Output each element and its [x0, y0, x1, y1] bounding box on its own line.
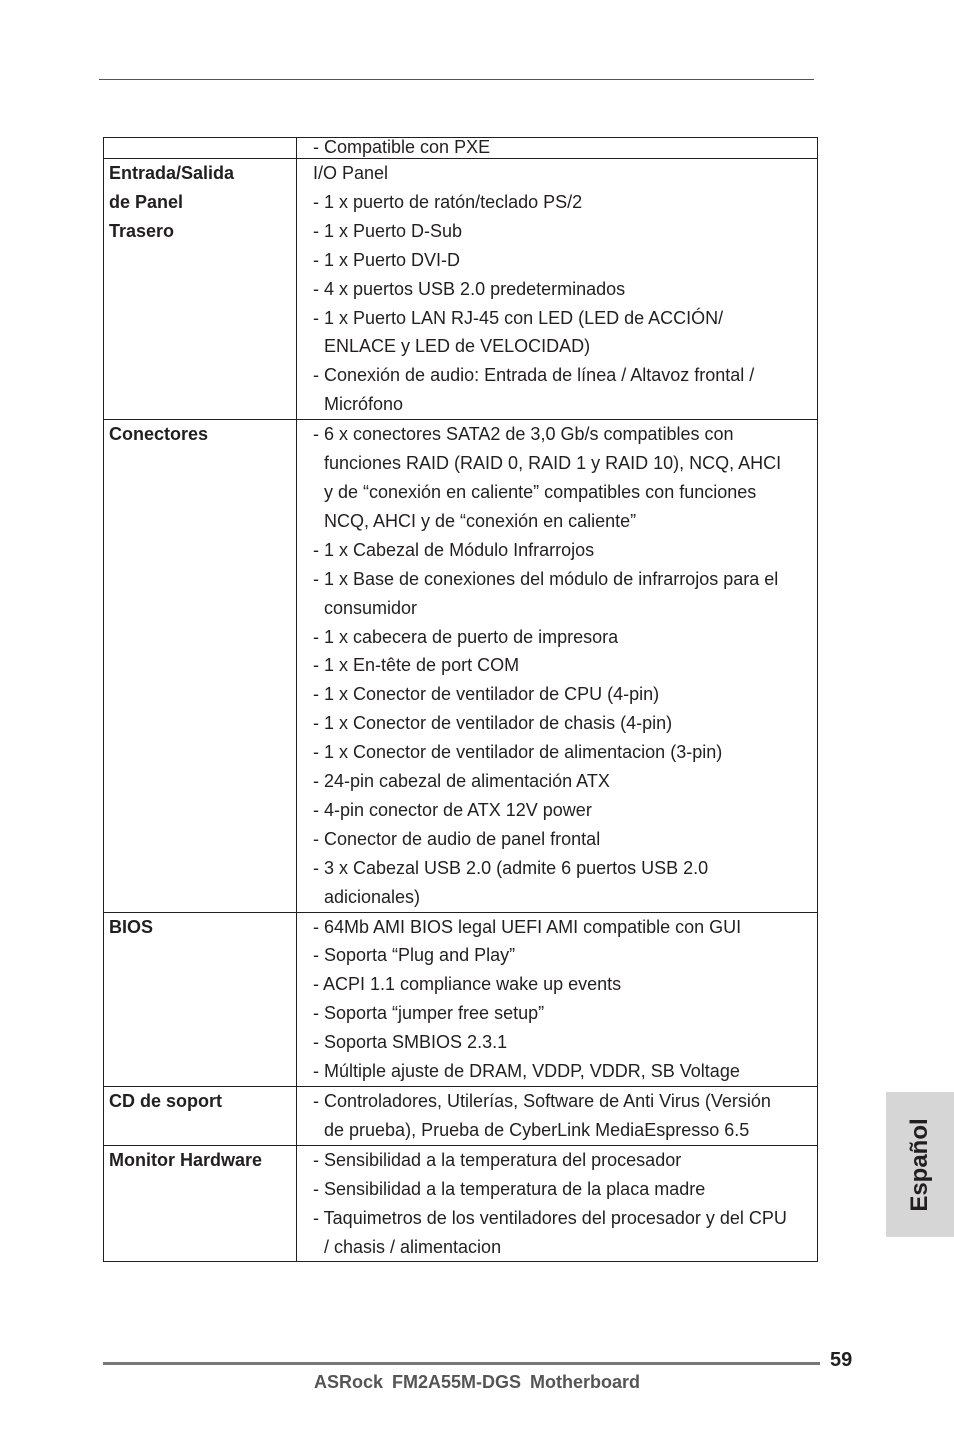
spec-line: - 1 x Puerto LAN RJ-45 con LED (LED de ACCIÓN/ [313, 307, 724, 328]
spec-line: - Conexión de audio: Entrada de línea / Altavoz frontal / [313, 365, 755, 386]
spec-line: Micrófono [324, 394, 404, 415]
spec-line: - 3 x Cabezal USB 2.0 (admite 6 puertos USB 2.0 [313, 857, 709, 878]
spec-value-cell [297, 138, 818, 159]
spec-line: - Múltiple ajuste de DRAM, VDDP, VDDR, SB Voltage [313, 1061, 740, 1082]
spec-value-cell [297, 1145, 818, 1262]
spec-line: - 1 x En-tête de port COM [313, 655, 520, 676]
spec-label: Conectores [109, 424, 209, 445]
spec-value-cell [297, 420, 818, 912]
spec-row [104, 420, 818, 912]
spec-line: - 1 x Base de conexiones del módulo de infrarrojos para el [313, 568, 779, 589]
spec-line: de prueba), Prueba de CyberLink MediaEspresso 6.5 [324, 1119, 750, 1140]
spec-line: - 4-pin conector de ATX 12V power [313, 799, 592, 820]
spec-row-pxe [104, 138, 818, 159]
spec-line: - Sensibilidad a la temperatura de la placa madre [313, 1178, 706, 1199]
language-tab [886, 1092, 954, 1237]
footer-title: ASRock FM2A55M-DGS Motherboard [313, 1372, 641, 1392]
spec-line: - 64Mb AMI BIOS legal UEFI AMI compatible con GUI [313, 916, 742, 937]
spec-line: - 24-pin cabezal de alimentación ATX [313, 771, 610, 792]
header-rule [99, 79, 814, 80]
spec-label: Trasero [109, 220, 175, 241]
spec-label: Monitor Hardware [109, 1149, 263, 1170]
spec-line: - Compatible con PXE [313, 137, 491, 157]
spec-line: consumidor [324, 597, 418, 618]
spec-label: BIOS [109, 916, 154, 937]
spec-line: I/O Panel [313, 163, 389, 183]
spec-line: funciones RAID (RAID 0, RAID 1 y RAID 10), NCQ, AHCI [324, 453, 782, 474]
spec-line: - Soporta “jumper free setup” [313, 1003, 545, 1024]
spec-row [104, 1145, 818, 1262]
spec-table [103, 137, 818, 1262]
language-tab-label: Español [906, 1117, 933, 1212]
spec-label-cell [104, 1087, 297, 1146]
spec-row [104, 912, 818, 1086]
spec-line: - 1 x Conector de ventilador de CPU (4-pin) [313, 684, 660, 705]
spec-line: - 1 x Puerto D-Sub [313, 220, 463, 241]
spec-line: - 1 x Conector de ventilador de chasis (4-pin) [313, 713, 673, 734]
footer-rule [103, 1362, 820, 1365]
spec-line: - Sensibilidad a la temperatura del procesador [313, 1149, 682, 1170]
spec-value-cell [297, 159, 818, 420]
spec-line: - 6 x conectores SATA2 de 3,0 Gb/s compatibles con [313, 424, 734, 445]
spec-line: - Conector de audio de panel frontal [313, 828, 601, 849]
spec-line: - 1 x Conector de ventilador de alimentacion (3-pin) [313, 742, 723, 763]
spec-line: - Soporta SMBIOS 2.3.1 [313, 1032, 508, 1053]
spec-line: - Soporta “Plug and Play” [313, 945, 516, 966]
spec-line: y de “conexión en caliente” compatibles con funciones [324, 481, 757, 502]
spec-label-cell [104, 159, 297, 420]
spec-line: - ACPI 1.1 compliance wake up events [313, 974, 622, 995]
spec-line: - 1 x Cabezal de Módulo Infrarrojos [313, 539, 595, 560]
spec-label-cell [104, 1145, 297, 1262]
spec-line: - 1 x Puerto DVI-D [313, 249, 461, 270]
spec-line: NCQ, AHCI y de “conexión en caliente” [324, 510, 637, 531]
spec-line: - Controladores, Utilerías, Software de Anti Virus (Versión [313, 1091, 771, 1111]
spec-line: - Taquimetros de los ventiladores del procesador y del CPU [313, 1207, 787, 1228]
spec-line: - 1 x puerto de ratón/teclado PS/2 [313, 191, 583, 212]
spec-value-cell [297, 1087, 818, 1146]
spec-label: Entrada/Salida [109, 163, 235, 183]
spec-table-body [104, 138, 818, 1262]
spec-label-cell [104, 912, 297, 1086]
spec-line: / chasis / alimentacion [324, 1236, 502, 1257]
spec-label-cell [104, 420, 297, 912]
spec-line: adicionales) [324, 886, 421, 907]
spec-label: CD de soport [109, 1091, 223, 1111]
spec-line: - 4 x puertos USB 2.0 predeterminados [313, 278, 626, 299]
spec-value-cell [297, 912, 818, 1086]
spec-label: de Panel [109, 191, 184, 212]
spec-line: - 1 x cabecera de puerto de impresora [313, 626, 619, 647]
spec-row [104, 1087, 818, 1146]
page-number: 59 [830, 1349, 853, 1371]
spec-label-cell [104, 138, 297, 159]
spec-row [104, 159, 818, 420]
spec-line: ENLACE y LED de VELOCIDAD) [324, 336, 591, 357]
